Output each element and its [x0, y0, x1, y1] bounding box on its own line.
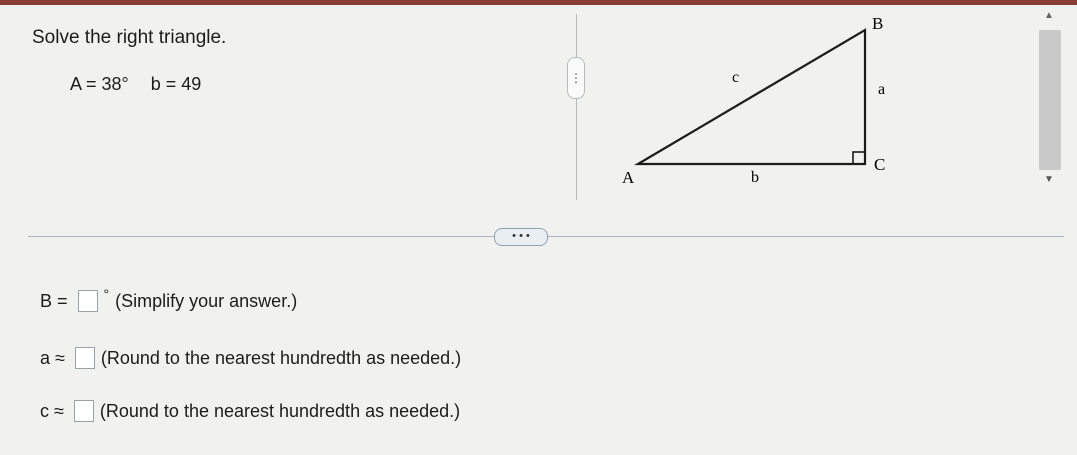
scroll-up-icon[interactable]: ▲ [1044, 10, 1054, 21]
given-side-b: b = 49 [150, 74, 202, 94]
answer-var-B: B = [40, 290, 68, 311]
answer-row-a [40, 347, 461, 369]
vertex-B-label: B [872, 14, 884, 33]
side-b-label: b [751, 169, 759, 186]
answer-input-B[interactable] [78, 290, 98, 312]
right-angle-marker [853, 152, 865, 164]
answer-input-a[interactable] [75, 347, 95, 369]
triangle-shape [638, 30, 865, 164]
answer-hint-c: (Round to the nearest hundredth as needed.) [99, 400, 461, 421]
top-accent-bar [0, 0, 1077, 5]
given-angle-A: A = 38° [70, 74, 129, 94]
right-triangle-figure [610, 8, 890, 198]
vertical-divider [576, 14, 577, 200]
answer-input-c[interactable] [74, 400, 94, 422]
side-c-label: c [732, 69, 740, 86]
answer-row-B [40, 286, 298, 312]
vertex-A-label: A [622, 168, 635, 187]
side-a-label: a [878, 81, 886, 98]
answer-hint-a: (Round to the nearest hundredth as needed.) [100, 347, 462, 368]
answer-hint-B: (Simplify your answer.) [115, 290, 298, 311]
vertical-resize-handle[interactable] [567, 57, 585, 99]
degree-symbol: ° [103, 286, 110, 302]
scroll-thumb[interactable] [1039, 30, 1061, 170]
given-values [70, 74, 201, 95]
scroll-down-icon[interactable]: ▼ [1044, 174, 1054, 185]
vertex-C-label: C [874, 155, 886, 174]
expand-button[interactable]: • • • [494, 228, 548, 246]
problem-title: Solve the right triangle. [32, 27, 227, 48]
answer-row-c [40, 400, 460, 422]
answer-var-a: a ≈ [40, 347, 65, 368]
answer-var-c: c ≈ [40, 400, 64, 421]
vertical-handle-icon: ⋮ [570, 71, 582, 85]
